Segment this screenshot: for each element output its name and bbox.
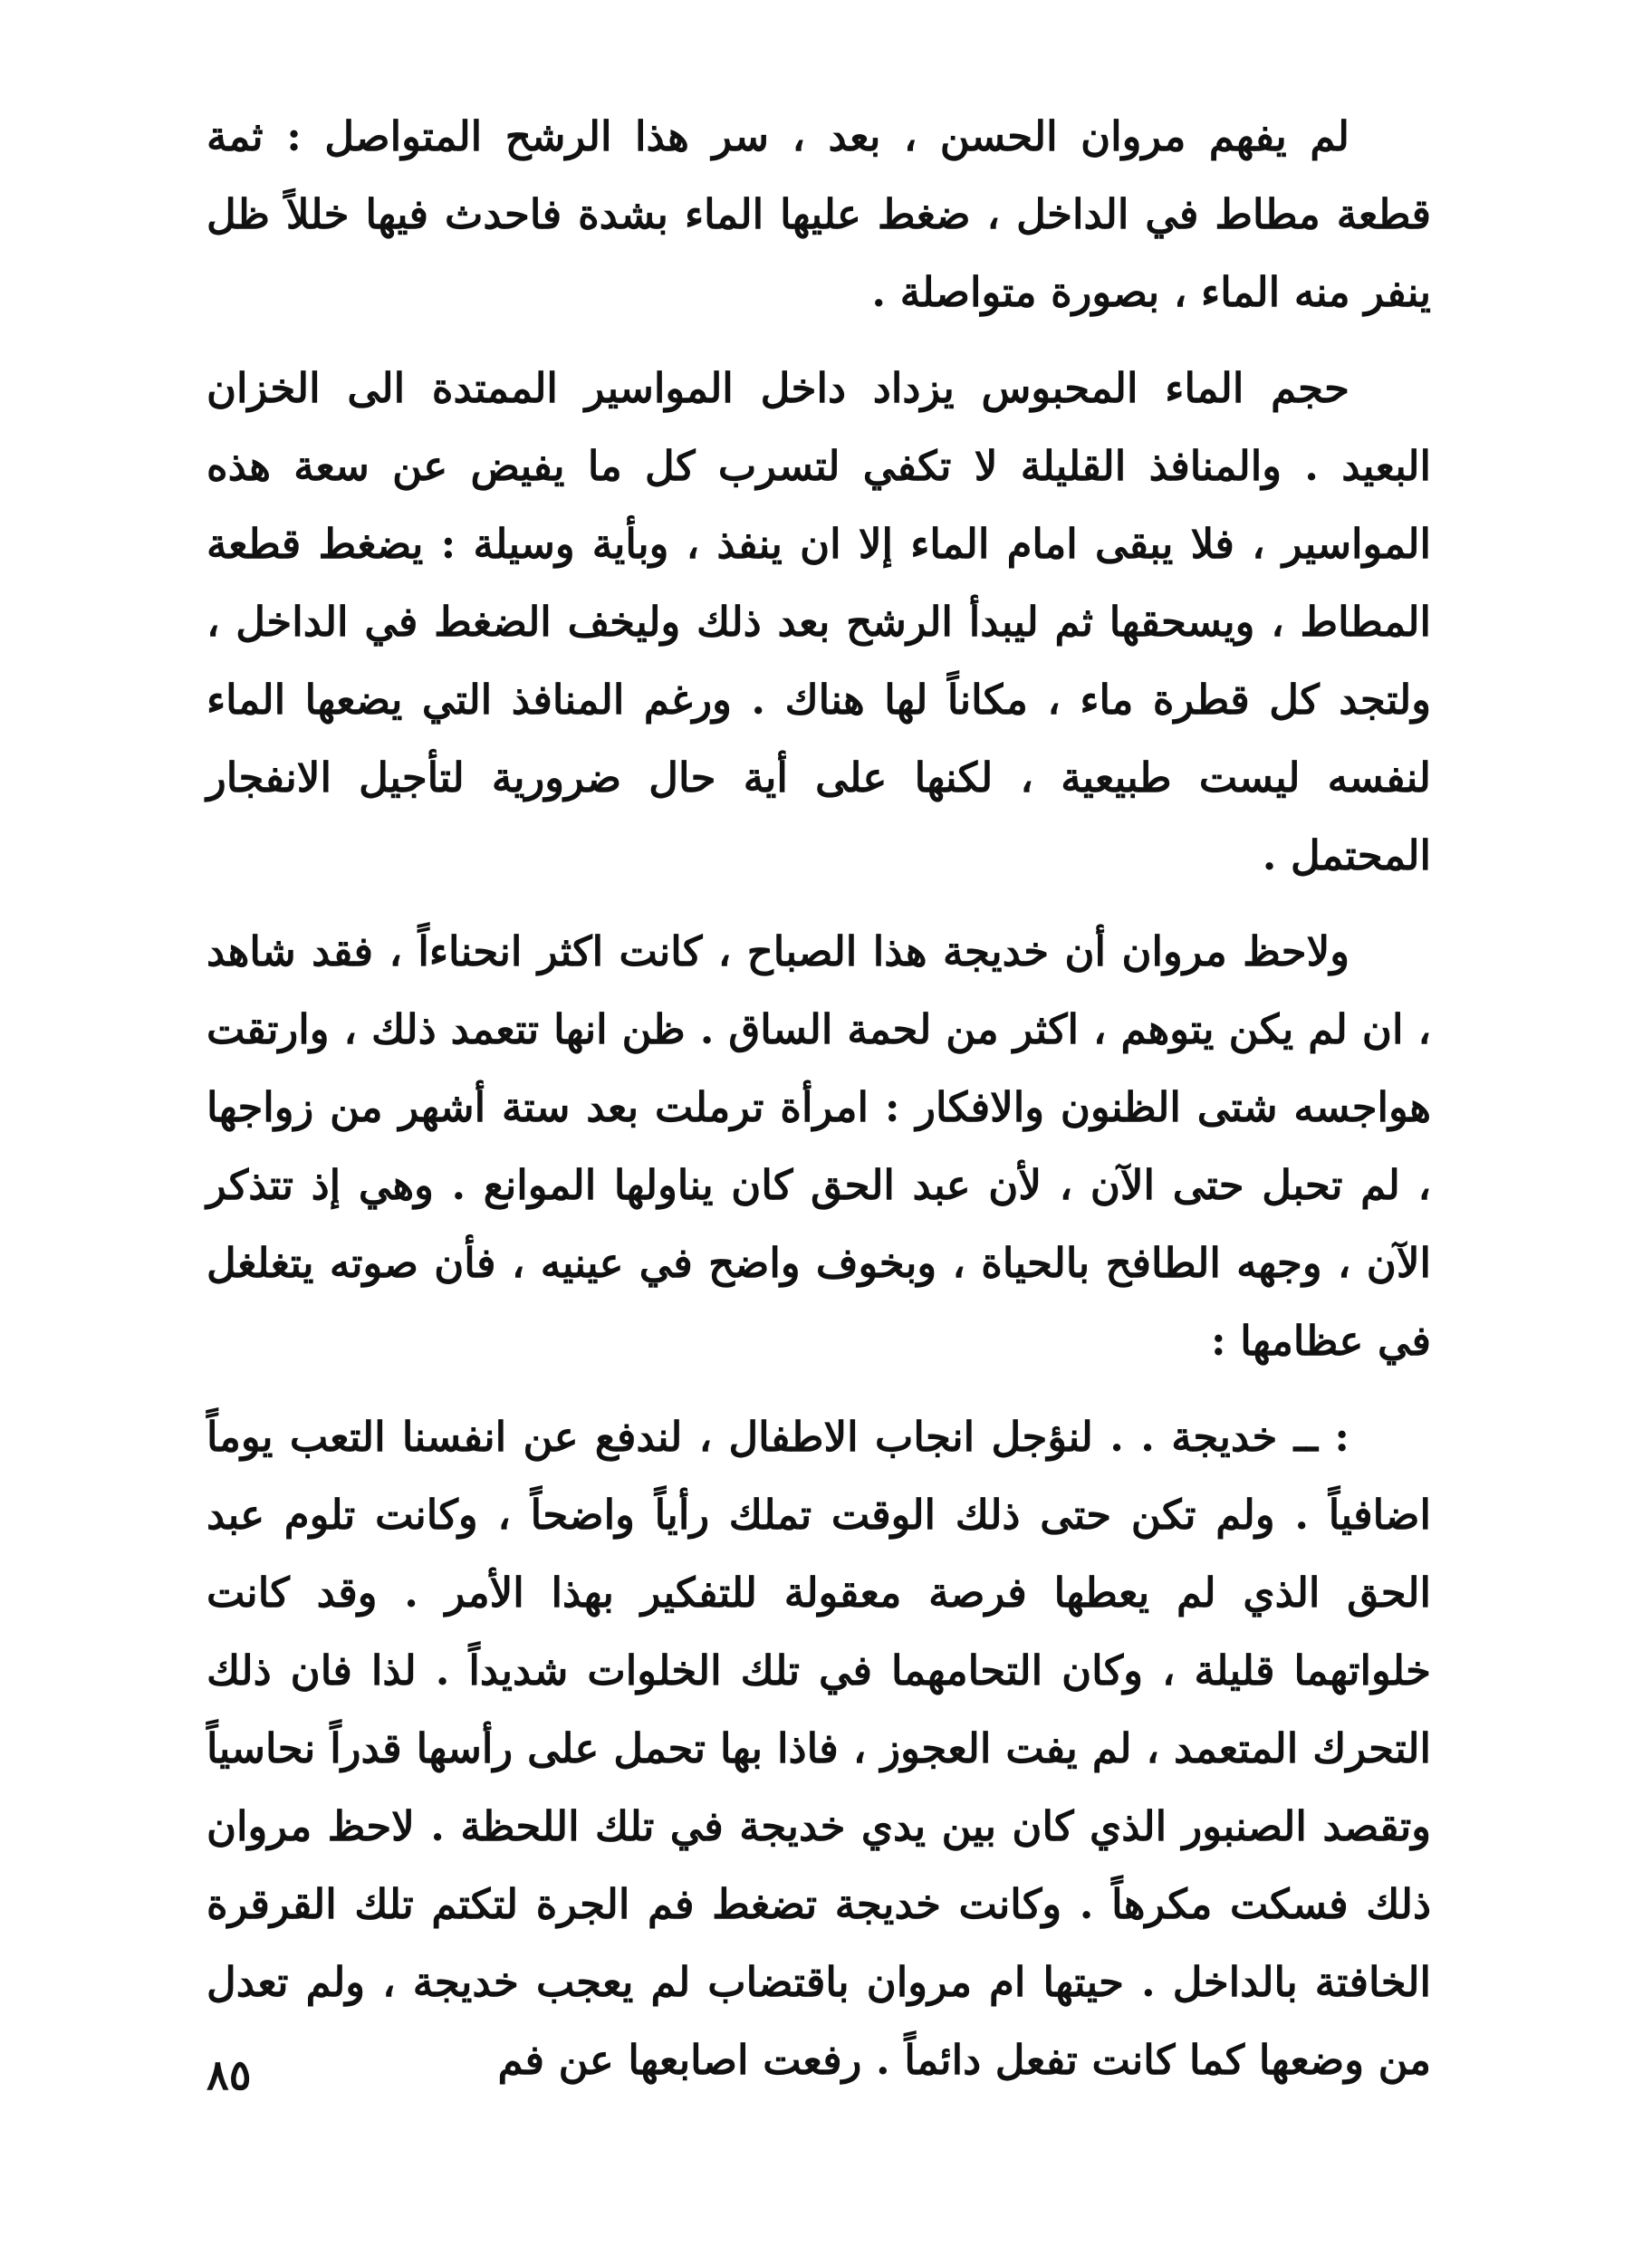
paragraph-2: حجم الماء المحبوس يزداد داخل المواسير الممتدة الى الخزان البعيد . والمنافذ القليلة لا تكفي لتسرب كل ما يفيض عن سعة هذه المواسير ، فلا يبقى امام الماء إلا ان ينفذ ، وبأية وسيلة : يضغط قطعة المطاط ، ويسحقها ثم ليبدأ الرشح بعد ذلك وليخف الضغط في الداخل ، ولتجد كل قطرة ماء ، مكاناً لها هناك . ورغم المنافذ التي يضعها الماء لنفسه ليست طبيعية ، لكنها على أية حال ضرورية لتأجيل الانفجار المحتمل . bbox=[206, 364, 1431, 879]
page-number: ٨٥ bbox=[206, 2050, 252, 2099]
paragraph-4: : ــ خديجة . . لنؤجل انجاب الاطفال ، لندفع عن انفسنا التعب يوماً اضافياً . ولم تكن حتى ذلك الوقت تملك رأياً واضحاً ، وكانت تلوم عبد الحق الذي لم يعطها فرصة معقولة للتفكير بهذا الأمر . وقد كانت خلواتهما قليلة ، وكان التحامهما في تلك الخلوات شديداً . لذا فان ذلك التحرك المتعمد ، لم يفت العجوز ، فاذا بها تحمل على رأسها قدراً نحاسياً وتقصد الصنبور الذي كان بين يدي خديجة في تلك اللحظة . لاحظ مروان ذلك فسكت مكرهاً . وكانت خديجة تضغط فم الجرة لتكتم تلك القرقرة الخافتة بالداخل . حيتها ام مروان باقتضاب لم يعجب خديجة ، ولم تعدل من وضعها كما كانت تفعل دائماً . رفعت اصابعها عن فم bbox=[206, 1413, 1431, 2084]
body-text bbox=[206, 98, 1431, 2117]
paragraph-1: لم يفهم مروان الحسن ، بعد ، سر هذا الرشح المتواصل : ثمة قطعة مطاط في الداخل ، ضغط عليها الماء بشدة فاحدث فيها خللاً ظل ينفر منه الماء ، بصورة متواصلة . bbox=[206, 112, 1431, 316]
paragraph-3: ولاحظ مروان أن خديجة هذا الصباح ، كانت اكثر انحناءاً ، فقد شاهد ، ان لم يكن يتوهم ، اكثر من لحمة الساق . ظن انها تتعمد ذلك ، وارتقت هواجسه شتى الظنون والافكار : امرأة ترملت بعد ستة أشهر من زواجها ، لم تحبل حتى الآن ، لأن عبد الحق كان يناولها الموانع . وهي إذ تتذكر الآن ، وجهه الطافح بالحياة ، وبخوف واضح في عينيه ، فأن صوته يتغلغل في عظامها : bbox=[206, 927, 1431, 1365]
